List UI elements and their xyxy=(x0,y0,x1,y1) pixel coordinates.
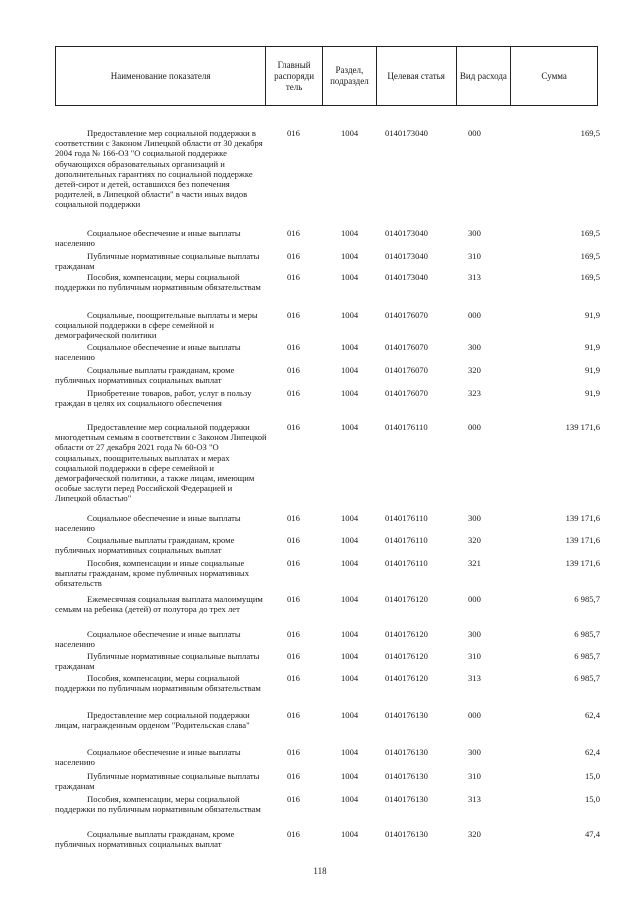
row-ga: 016 xyxy=(287,771,300,781)
row-name: Социальные выплаты гражданам, кроме публичных нормативных социальных выплат xyxy=(55,535,235,556)
row-vid: 000 xyxy=(468,594,481,604)
row-name: Социальное обеспечение и иные выплаты населению xyxy=(55,513,241,534)
row-vid: 300 xyxy=(468,228,481,238)
row-target: 0140173040 xyxy=(385,228,428,238)
row-target: 0140176120 xyxy=(385,629,428,639)
row-section: 1004 xyxy=(341,251,359,261)
row-section: 1004 xyxy=(341,710,359,720)
row-section: 1004 xyxy=(341,594,359,604)
row-name: Предоставление мер социальной поддержки лицам, награжденным орденом "Родительская слава" xyxy=(55,710,250,731)
row-sum: 169,5 xyxy=(580,228,600,238)
row-name: Предоставление мер социальной поддержки в соответствии с Законом Липецкой области от 30 декабря 2004 года № 166-ОЗ "О социальной поддержке обучающихся образовательных организаций и дополнительных гарантиях по социальной поддержке детей-сирот и детей, оставшихся без попечения родителей, в Липецкой области" в части иных видов социальной поддержки xyxy=(55,128,263,210)
row-sum: 139 171,6 xyxy=(565,558,600,568)
row-sum: 139 171,6 xyxy=(565,422,600,432)
row-target: 0140176130 xyxy=(385,771,428,781)
row-ga: 016 xyxy=(287,829,300,839)
row-name: Предоставление мер социальной поддержки многодетным семьям в соответствии с Законом Липецкой области от 27 декабря 2021 года № 60-ОЗ "О социальных, поощрительных выплатах и мерах социальной поддержки в сфере семейной и демографической политики, а также лицам, имеющим особые заслуги перед Российской Федерацией и Липецкой областью" xyxy=(55,422,267,504)
row-vid: 300 xyxy=(468,342,481,352)
row-sum: 6 985,7 xyxy=(574,673,600,683)
row-vid: 000 xyxy=(468,710,481,720)
row-section: 1004 xyxy=(341,747,359,757)
row-sum: 91,9 xyxy=(584,310,600,320)
row-ga: 016 xyxy=(287,558,300,568)
row-name: Социальные выплаты гражданам, кроме публичных нормативных социальных выплат xyxy=(55,365,235,386)
row-vid: 313 xyxy=(468,673,481,683)
row-name: Публичные нормативные социальные выплаты гражданам xyxy=(55,771,260,792)
row-name: Социальное обеспечение и иные выплаты населению xyxy=(55,747,241,768)
row-target: 0140176070 xyxy=(385,388,428,398)
row-vid: 000 xyxy=(468,310,481,320)
row-ga: 016 xyxy=(287,535,300,545)
row-target: 0140176070 xyxy=(385,310,428,320)
row-vid: 323 xyxy=(468,388,481,398)
row-ga: 016 xyxy=(287,251,300,261)
header-ga: Главный распоряди тель xyxy=(266,47,323,105)
row-vid: 300 xyxy=(468,747,481,757)
row-ga: 016 xyxy=(287,629,300,639)
row-name: Социальные выплаты гражданам, кроме публичных нормативных социальных выплат xyxy=(55,829,235,850)
row-section: 1004 xyxy=(341,651,359,661)
row-section: 1004 xyxy=(341,422,359,432)
row-sum: 62,4 xyxy=(584,747,600,757)
row-ga: 016 xyxy=(287,794,300,804)
row-name: Пособия, компенсации, меры социальной поддержки по публичным нормативным обязательствам xyxy=(55,794,261,815)
row-sum: 139 171,6 xyxy=(565,513,600,523)
row-sum: 91,9 xyxy=(584,388,600,398)
row-section: 1004 xyxy=(341,310,359,320)
row-vid: 000 xyxy=(468,422,481,432)
row-ga: 016 xyxy=(287,388,300,398)
row-sum: 169,5 xyxy=(580,272,600,282)
row-name: Приобретение товаров, работ, услуг в пользу граждан в целях их социального обеспечения xyxy=(55,388,252,409)
row-section: 1004 xyxy=(341,673,359,683)
row-name: Пособия, компенсации и иные социальные выплаты гражданам, кроме публичных нормативных обязательств xyxy=(55,558,249,589)
row-sum: 15,0 xyxy=(584,794,600,804)
row-name: Социальное обеспечение и иные выплаты населению xyxy=(55,342,241,363)
row-sum: 169,5 xyxy=(580,128,600,138)
row-name: Публичные нормативные социальные выплаты гражданам xyxy=(55,251,260,272)
row-section: 1004 xyxy=(341,771,359,781)
row-ga: 016 xyxy=(287,673,300,683)
row-sum: 6 985,7 xyxy=(574,629,600,639)
row-sum: 91,9 xyxy=(584,342,600,352)
row-section: 1004 xyxy=(341,365,359,375)
page-number: 118 xyxy=(313,866,327,876)
row-target: 0140176070 xyxy=(385,342,428,352)
row-section: 1004 xyxy=(341,558,359,568)
row-target: 0140176130 xyxy=(385,747,428,757)
row-section: 1004 xyxy=(341,228,359,238)
row-section: 1004 xyxy=(341,388,359,398)
row-sum: 47,4 xyxy=(584,829,600,839)
row-target: 0140176110 xyxy=(385,535,428,545)
row-section: 1004 xyxy=(341,342,359,352)
row-sum: 6 985,7 xyxy=(574,651,600,661)
row-vid: 300 xyxy=(468,629,481,639)
row-vid: 320 xyxy=(468,365,481,375)
row-target: 0140176130 xyxy=(385,829,428,839)
row-ga: 016 xyxy=(287,310,300,320)
row-sum: 6 985,7 xyxy=(574,594,600,604)
row-name: Социальное обеспечение и иные выплаты населению xyxy=(55,228,241,249)
header-name: Наименование показателя xyxy=(56,47,266,105)
row-vid: 310 xyxy=(468,251,481,261)
row-vid: 313 xyxy=(468,794,481,804)
row-target: 0140176120 xyxy=(385,651,428,661)
row-ga: 016 xyxy=(287,272,300,282)
row-name: Социальные, поощрительные выплаты и меры социальной поддержки в сфере семейной и демографической политики xyxy=(55,310,258,341)
row-section: 1004 xyxy=(341,794,359,804)
row-section: 1004 xyxy=(341,535,359,545)
row-target: 0140173040 xyxy=(385,128,428,138)
row-ga: 016 xyxy=(287,651,300,661)
row-target: 0140176130 xyxy=(385,710,428,720)
row-ga: 016 xyxy=(287,594,300,604)
header-target: Целевая статья xyxy=(377,47,457,105)
row-target: 0140176130 xyxy=(385,794,428,804)
row-target: 0140176110 xyxy=(385,513,428,523)
row-name: Пособия, компенсации, меры социальной поддержки по публичным нормативным обязательствам xyxy=(55,272,261,293)
row-target: 0140176070 xyxy=(385,365,428,375)
header-section: Раздел, подраздел xyxy=(323,47,377,105)
row-sum: 91,9 xyxy=(584,365,600,375)
row-sum: 62,4 xyxy=(584,710,600,720)
row-section: 1004 xyxy=(341,513,359,523)
row-name: Социальное обеспечение и иные выплаты населению xyxy=(55,629,241,650)
row-name: Ежемесячная социальная выплата малоимущим семьям на ребенка (детей) от полутора до трех лет xyxy=(55,594,263,615)
row-name: Пособия, компенсации, меры социальной поддержки по публичным нормативным обязательствам xyxy=(55,673,261,694)
row-vid: 310 xyxy=(468,771,481,781)
row-section: 1004 xyxy=(341,629,359,639)
row-name: Публичные нормативные социальные выплаты гражданам xyxy=(55,651,260,672)
header-sum: Сумма xyxy=(541,70,567,81)
row-ga: 016 xyxy=(287,747,300,757)
row-target: 0140173040 xyxy=(385,251,428,261)
row-sum: 139 171,6 xyxy=(565,535,600,545)
row-section: 1004 xyxy=(341,128,359,138)
row-section: 1004 xyxy=(341,272,359,282)
table-header xyxy=(55,46,598,106)
row-ga: 016 xyxy=(287,422,300,432)
row-target: 0140173040 xyxy=(385,272,428,282)
row-ga: 016 xyxy=(287,513,300,523)
row-section: 1004 xyxy=(341,829,359,839)
row-vid: 320 xyxy=(468,829,481,839)
row-target: 0140176110 xyxy=(385,422,428,432)
row-target: 0140176110 xyxy=(385,558,428,568)
row-vid: 321 xyxy=(468,558,481,568)
row-ga: 016 xyxy=(287,365,300,375)
header-vid: Вид расхода xyxy=(457,47,512,105)
row-ga: 016 xyxy=(287,128,300,138)
row-vid: 000 xyxy=(468,128,481,138)
row-vid: 300 xyxy=(468,513,481,523)
row-sum: 15,0 xyxy=(584,771,600,781)
row-target: 0140176120 xyxy=(385,594,428,604)
row-vid: 313 xyxy=(468,272,481,282)
row-sum: 169,5 xyxy=(580,251,600,261)
row-ga: 016 xyxy=(287,228,300,238)
row-target: 0140176120 xyxy=(385,673,428,683)
row-vid: 310 xyxy=(468,651,481,661)
row-ga: 016 xyxy=(287,710,300,720)
row-ga: 016 xyxy=(287,342,300,352)
row-vid: 320 xyxy=(468,535,481,545)
